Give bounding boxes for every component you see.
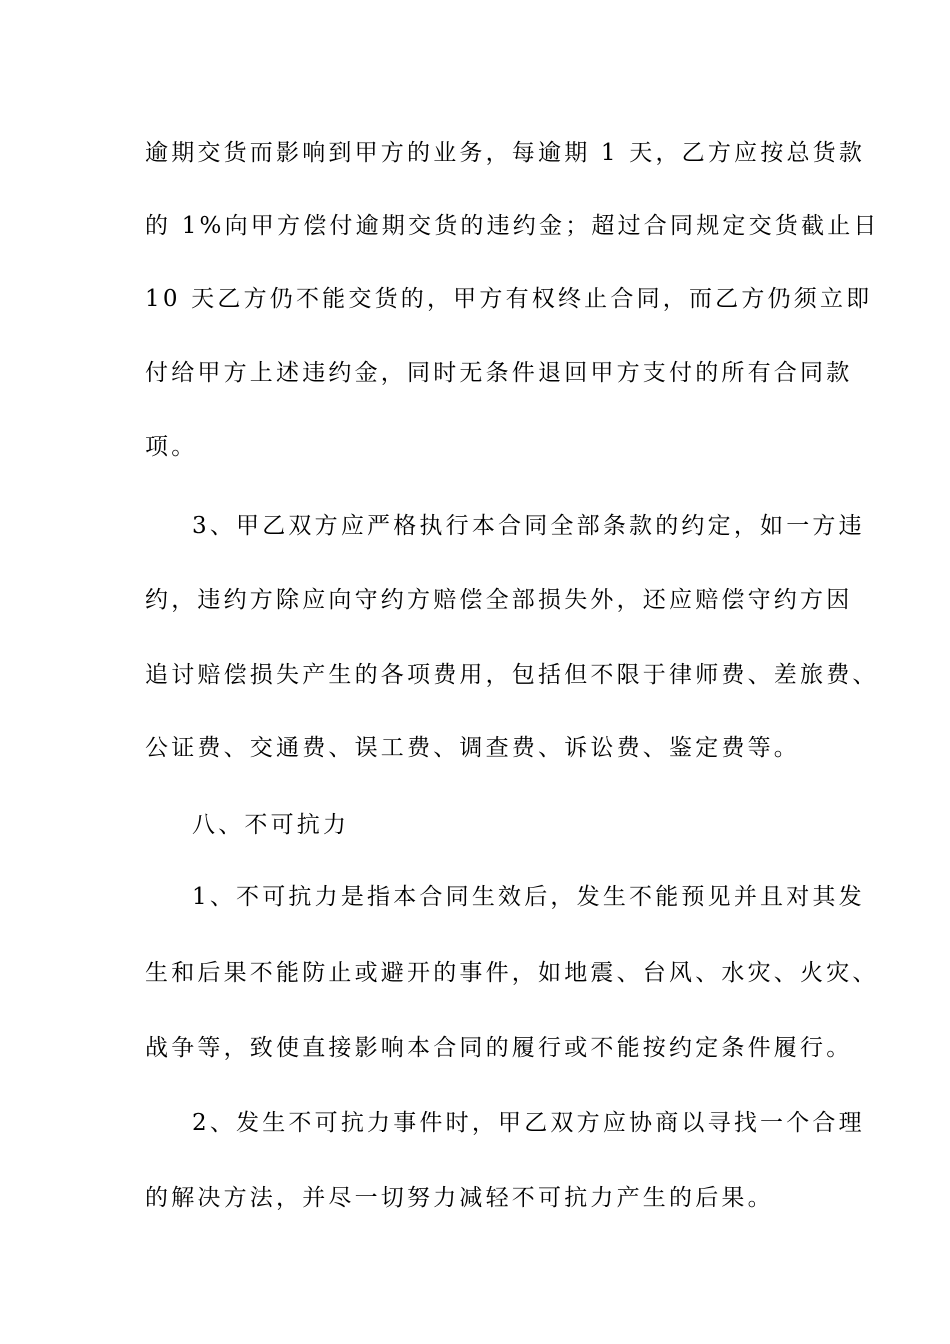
clause-3-line-4: 公证费、交通费、误工费、调查费、诉讼费、鉴定费等。 <box>145 735 800 761</box>
clause-3-line-3: 追讨赔偿损失产生的各项费用，包括但不限于律师费、差旅费、 <box>145 662 879 688</box>
text-line-1: 逾期交货而影响到甲方的业务，每逾期 1 天，乙方应按总货款 <box>145 140 866 166</box>
text-line-2: 的 1%向甲方偿付逾期交货的违约金；超过合同规定交货截止日 <box>145 213 880 239</box>
force-majeure-clause-1-line-1: 1、不可抗力是指本合同生效后，发生不能预见并且对其发 <box>192 884 865 910</box>
force-majeure-clause-1-line-3: 战争等，致使直接影响本合同的履行或不能按约定条件履行。 <box>145 1035 853 1061</box>
force-majeure-clause-1-line-2: 生和后果不能防止或避开的事件，如地震、台风、水灾、火灾、 <box>145 960 879 986</box>
text-line-4: 付给甲方上述违约金，同时无条件退回甲方支付的所有合同款 <box>145 360 853 386</box>
clause-3-line-2: 约，违约方除应向守约方赔偿全部损失外，还应赔偿守约方因 <box>145 587 853 613</box>
clause-3-line-1: 3、甲乙双方应严格执行本合同全部条款的约定，如一方违 <box>192 513 865 539</box>
text-line-5: 项。 <box>145 434 198 460</box>
force-majeure-clause-2-line-1: 2、发生不可抗力事件时，甲乙双方应协商以寻找一个合理 <box>192 1110 865 1136</box>
section-heading-force-majeure: 八、不可抗力 <box>192 812 350 838</box>
text-line-3: 10 天乙方仍不能交货的，甲方有权终止合同，而乙方仍须立即 <box>145 286 873 312</box>
force-majeure-clause-2-line-2: 的解决方法，并尽一切努力减轻不可抗力产生的后果。 <box>145 1185 774 1211</box>
